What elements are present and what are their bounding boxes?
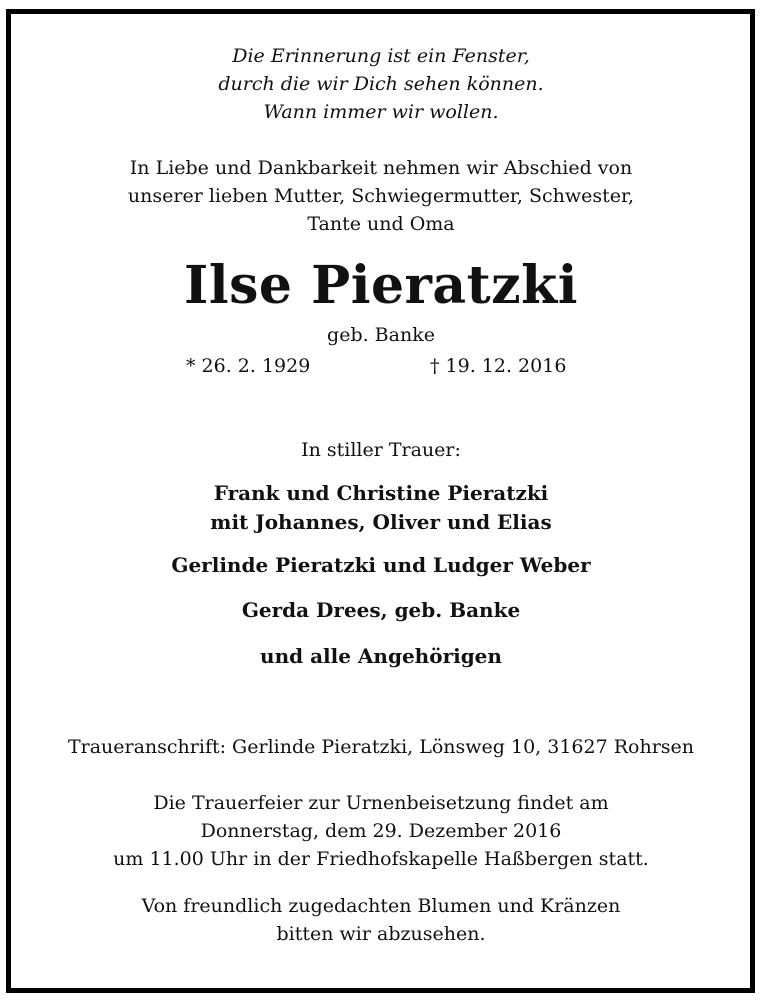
flowers-line-2: bitten wir abzusehen.: [276, 923, 486, 945]
motto-line-2: durch die wir Dich sehen können.: [218, 73, 544, 95]
birth-date: * 26. 2. 1929: [186, 355, 311, 377]
service-line-3: um 11.00 Uhr in der Friedhofskapelle Haßbergen statt.: [113, 848, 649, 870]
mourner-others: und alle Angehörigen: [260, 644, 502, 668]
mourner-family-2: Gerlinde Pieratzki und Ludger Weber: [171, 553, 591, 577]
mourning-address: Traueranschrift: Gerlinde Pieratzki, Lönsweg 10, 31627 Rohrsen: [67, 736, 695, 758]
service-line-1: Die Trauerfeier zur Urnenbeisetzung findet am: [153, 792, 609, 814]
flowers-line-1: Von freundlich zugedachten Blumen und Kränzen: [141, 895, 621, 917]
mourner-family-3: Gerda Drees, geb. Banke: [241, 598, 521, 622]
deceased-name: Ilse Pieratzki: [184, 255, 578, 316]
intro-line-2: unserer lieben Mutter, Schwiegermutter, Schwester,: [127, 185, 635, 207]
mourner-family-1-line-2: mit Johannes, Oliver und Elias: [210, 510, 552, 534]
death-date: † 19. 12. 2016: [430, 355, 567, 377]
mourning-heading: In stiller Trauer:: [301, 439, 461, 461]
intro-line-3: Tante und Oma: [307, 213, 455, 235]
mourner-family-1-line-1: Frank und Christine Pieratzki: [213, 481, 549, 505]
service-line-2: Donnerstag, dem 29. Dezember 2016: [200, 820, 562, 842]
motto-line-1: Die Erinnerung ist ein Fenster,: [232, 45, 530, 67]
birth-name: geb. Banke: [327, 324, 435, 346]
motto-line-3: Wann immer wir wollen.: [263, 101, 499, 123]
intro-line-1: In Liebe und Dankbarkeit nehmen wir Abschied von: [129, 157, 633, 179]
